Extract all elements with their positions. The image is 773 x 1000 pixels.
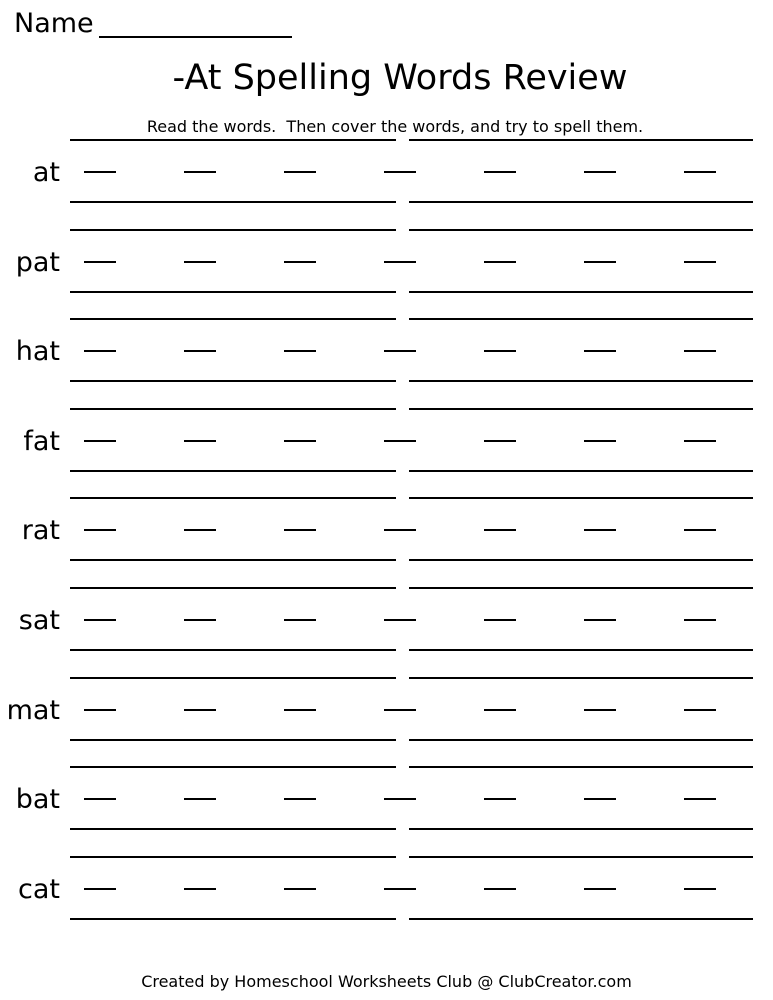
baseline-left [70, 291, 396, 293]
headline-right [409, 139, 753, 141]
headline-left [70, 139, 396, 141]
spelling-word: at [32, 157, 60, 188]
baseline-right [409, 380, 753, 382]
headline-left [70, 497, 396, 499]
headline-right [409, 497, 753, 499]
baseline-left [70, 470, 396, 472]
midline-dashed [70, 261, 753, 263]
name-blank-line[interactable] [99, 36, 292, 38]
headline-left [70, 408, 396, 410]
baseline-left [70, 918, 396, 920]
headline-right [409, 766, 753, 768]
spelling-word: rat [21, 515, 60, 547]
headline-right [409, 408, 753, 410]
baseline-right [409, 649, 753, 651]
baseline-right [409, 739, 753, 741]
headline-left [70, 318, 396, 320]
baseline-right [409, 291, 753, 293]
baseline-right [409, 918, 753, 920]
headline-right [409, 677, 753, 679]
baseline-left [70, 649, 396, 651]
spelling-word: sat [18, 605, 60, 636]
baseline-left [70, 380, 396, 382]
headline-left [70, 587, 396, 589]
headline-left [70, 229, 396, 231]
midline-dashed [70, 619, 753, 621]
worksheet-title: -At Spelling Words Review [172, 58, 628, 98]
headline-right [409, 587, 753, 589]
midline-dashed [70, 350, 753, 352]
spelling-word: cat [18, 873, 60, 905]
headline-left [70, 766, 396, 768]
headline-right [409, 856, 753, 858]
baseline-left [70, 201, 396, 203]
spelling-word: hat [15, 336, 60, 368]
footer-credit: Created by Homeschool Worksheets Club @ ClubCreator.com [141, 972, 632, 991]
baseline-left [70, 828, 396, 830]
midline-dashed [70, 798, 753, 800]
spelling-word: mat [6, 694, 60, 726]
instructions: Read the words. Then cover the words, and try to spell them. [146, 117, 644, 136]
baseline-right [409, 559, 753, 561]
baseline-right [409, 828, 753, 830]
name-label: Name [14, 8, 94, 39]
midline-dashed [70, 529, 753, 531]
baseline-left [70, 739, 396, 741]
baseline-right [409, 201, 753, 203]
baseline-left [70, 559, 396, 561]
midline-dashed [70, 888, 753, 890]
baseline-right [409, 470, 753, 472]
midline-dashed [70, 440, 753, 442]
spelling-word: fat [23, 425, 60, 457]
headline-left [70, 856, 396, 858]
headline-left [70, 677, 396, 679]
spelling-word: pat [15, 246, 60, 278]
midline-dashed [70, 709, 753, 711]
headline-right [409, 229, 753, 231]
midline-dashed [70, 171, 753, 173]
spelling-word: bat [15, 784, 60, 816]
headline-right [409, 318, 753, 320]
